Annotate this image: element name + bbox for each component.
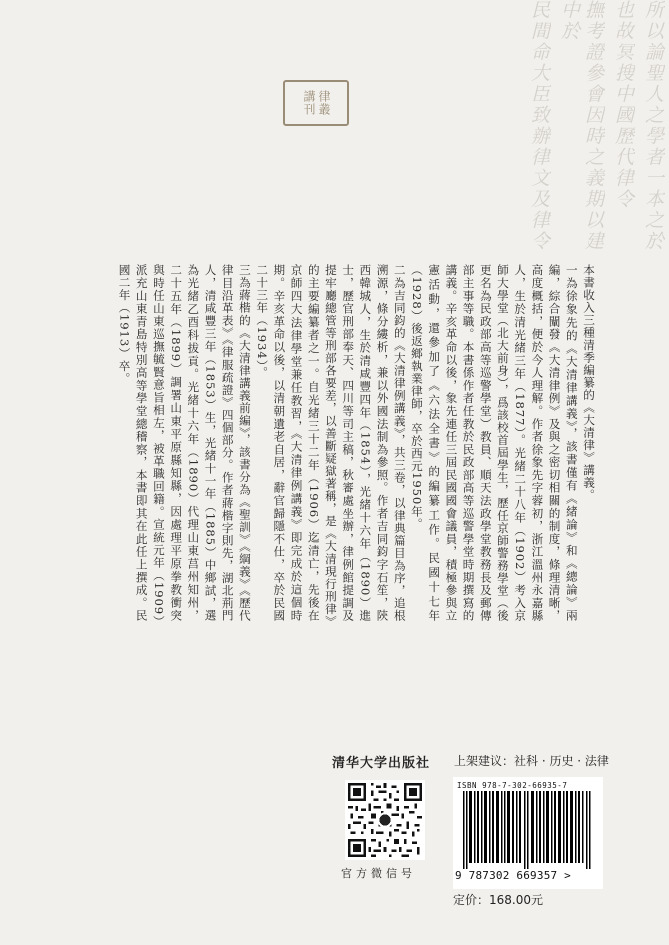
- publisher-name: 清华大学出版社: [332, 756, 431, 771]
- watermark-column: 也故冥搜中國歷代律令: [612, 0, 634, 210]
- wechat-qr-code-icon: [345, 780, 425, 860]
- watermark-column: 所以論聖人之學者一本之於: [642, 0, 664, 252]
- watermark-column: 撫考證參會因時之義期以建中於: [558, 0, 604, 252]
- series-seal-icon: [283, 80, 349, 126]
- shelf-advice: 上架建议：社科 · 历史 · 法律: [454, 754, 609, 768]
- calligraphy-watermark: [527, 0, 665, 265]
- seal-chars-left: 講刊: [302, 90, 316, 116]
- seal-chars-right: 律叢: [317, 90, 331, 116]
- jiang-kai-paragraph: 三為蔣楷的《大清律講義前編》，該書分為《聖訓》《綱義》《歷代律目沿革表》《律服疏證》四個部分。作者蔣楷字則先，湖北荊門人，清咸豐三年（1853）生，光緒十一年（1885）中鄉試，選為光緒乙酉科拔貢。光緒十六年（1890）代理山東莒州知州，二十五年（1899）調署山東平原縣知縣，因處理平原拳教衝突與時任山東巡撫毓賢意旨相左，被革職回籍。宣統元年（1909）派充山東青島特別高等學堂總稽察，本書即其在此任上撰成。民國二年（1913）卒。: [117, 264, 252, 622]
- xu-xiangxian-paragraph: 一為徐象先的《大清律講義》，該書僅有《緒論》和《總論》兩編，綜合闡發《大清律例》及與之密切相關的制度，條理清晰，高度概括，便於今人理解。作者徐象先字蓉初，浙江溫州永嘉縣人，生於清光緒三年（1877）。光緒二十八年（1902）考入京師大學堂（北大前身），爲該校首屆學生，歷任京師警務學堂（後更名為民政部高等巡警學堂）教員、順天法政學堂教務長及郵傳部主事等職。本書係作者任教於民政部高等巡警學堂時期撰寫的講義。辛亥革命以後，象先連任三屆民國國會議員，積極參與立憲活動，還參加了《六法全書》的編纂工作。民國十七年（1928）後返鄉執業律師，卒於西元1950年。: [409, 264, 579, 622]
- barcode-icon: [459, 791, 597, 869]
- watermark-column: 民間命大臣致辦律文及律令: [528, 0, 550, 252]
- isbn-barcode: [453, 777, 603, 889]
- qr-caption: 官方微信号: [341, 867, 416, 880]
- price-label: 定价：168.00元: [453, 893, 543, 907]
- ji-tongjun-paragraph: 二為吉同鈞的《大清律例講義》，共三卷，以律典篇目為序，追根溯源，條分縷析，兼以外國法制為參照。作者吉同鈞字石笙，陝西韓城人，生於清咸豐四年（1854），光緒十六年（1890）進士，歷官刑部奉天、四川等司主稿，秋審處坐辦，律例館提調及提牢廳總管等刑部各要差，以善斷疑獄著稱，是《大清現行刑律》的主要編纂者之一。自光緒三十二年（1906）迄清亡，先後在京師四大法律學堂兼任教習，《大清律例講義》即完成於這個時期。辛亥革命以後，以清朝遺老自居，辭官歸隱不仕，卒於民國二十三年（1934）。: [255, 264, 407, 622]
- isbn-digits: 9 787302 669357 >: [455, 869, 571, 882]
- isbn-label: ISBN 978-7-302-66935-7: [457, 781, 568, 790]
- intro-paragraph: 本書收入三種清季編纂的《大清律》講義。: [582, 264, 596, 502]
- back-cover-description: [37, 264, 597, 622]
